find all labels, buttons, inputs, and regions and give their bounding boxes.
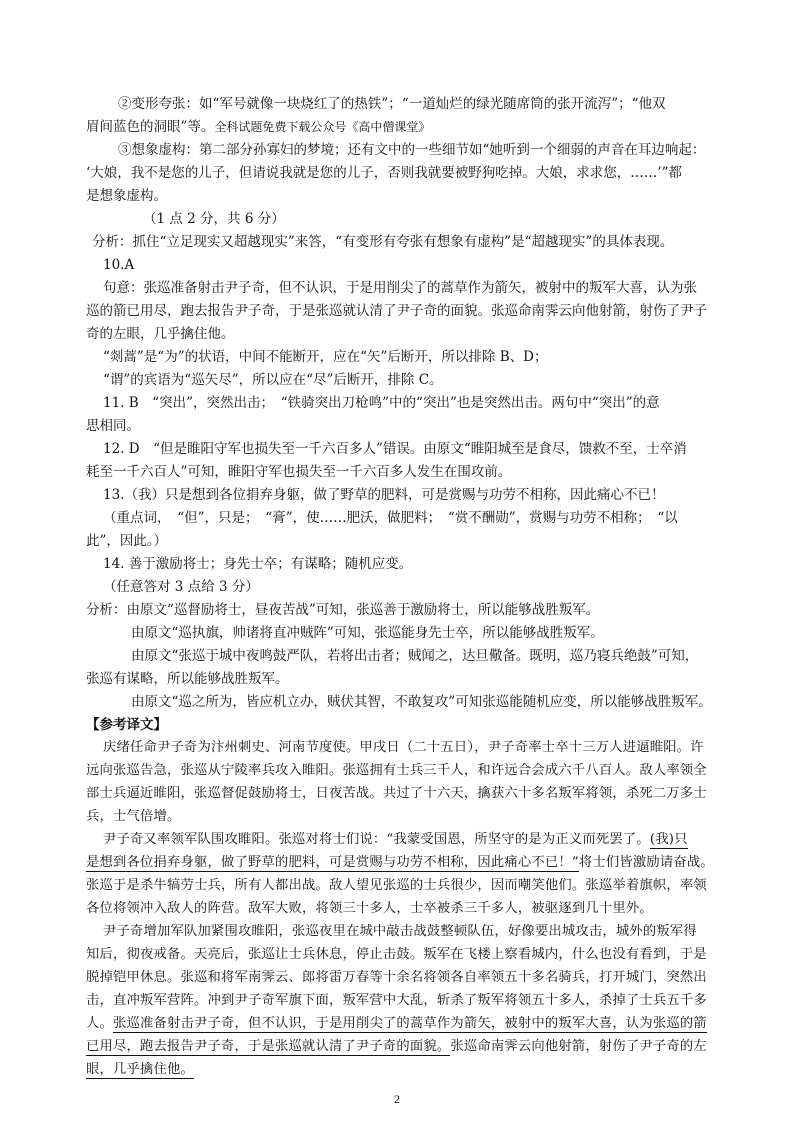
translation-line-6: [86, 853, 714, 873]
translation-line-2: 远向张巡告急，张巡从宁陵率兵攻入睢阳。张巡拥有士兵三千人，和许远合会成六千八百人。敌人率领全: [86, 763, 707, 778]
answer-line-20: 此”，因此。）: [86, 533, 168, 549]
translation-line-9: 尹子奇增加军队加紧围攻睢阳，张巡夜里在城中敲击战鼓整顿队伍，好像要出城攻击，城外的叛军得: [103, 924, 697, 939]
analysis-line-3: 由原文“巡执旗，帅诸将直冲贼阵”可知，张巡能身先士卒，所以能够战胜叛军。: [131, 625, 604, 641]
translation-line-4: 兵，士气倍增。: [86, 809, 181, 824]
translation-line-1: 庆绪任命尹子奇为汴州刺史、河南节度使。甲戌日（二十五日），尹子奇率士卒十三万人进逼睢阳。许: [103, 740, 704, 755]
answer-line-3: ③想象虚构：第二部分孙寡妇的梦境；还有文中的一些细节如“她听到一个细弱的声音在耳边响起：: [118, 142, 706, 158]
translation-underline-5: 眼，几乎擒住他。: [86, 1062, 194, 1077]
answer-line-5: 是想象虚构。: [86, 188, 167, 204]
translation-line-10: 知后，彻夜戒备。天亮后，张巡让士兵休息，停止击鼓。叛军在飞楼上察看城内，什么也没有看到，于是: [86, 947, 707, 962]
answer-line-19: （重点词， “但”，只是； “膏”，使……肥沃，做肥料； “赏不酬勋”，赏赐与功劳不相称； “以: [103, 510, 678, 526]
translation-line-7: 张巡于是杀牛犒劳士兵，所有人都出战。敌人望见张巡的士兵很少，因而嘲笑他们。张巡举着旗帜，率领: [86, 878, 707, 893]
analysis-line-6: 由原文“巡之所为，皆应机立办，贼伏其智，不敢复攻”可知张巡能随机应变，所以能够战胜叛军。: [131, 694, 712, 710]
translation-line-8: 各位将领冲入敌人的阵营。敌军大败，将领三十多人，士卒被杀三千多人，被驱逐到几十里外。: [86, 901, 653, 916]
translation-underline-4: 已用尽，跑去报告尹子奇，于是张巡就认清了尹子奇的面貌。: [86, 1039, 451, 1054]
translation-line-6-text: 将士们皆激励请奋战。: [578, 855, 714, 870]
translation-line-15: [86, 1060, 194, 1080]
answer-line-10: 巡的箭已用尽，跑去报告尹子奇，于是张巡就认清了尹子奇的面貌。张巡命南霁云向他射箭，射伤了尹子: [86, 303, 707, 319]
answer-line-15: 思相同。: [86, 418, 140, 434]
translation-line-11: 脱掉铠甲休息。张巡和将军南霁云、郎将雷万春等十余名将领各自率领五十多名骑兵，打开城门，突然出: [86, 970, 707, 985]
translation-line-14-text: 张巡命南霁云向他射箭，射伤了尹子奇的左: [450, 1039, 707, 1054]
translation-heading: 【参考译文】: [86, 717, 167, 733]
answer-line-17: 耗至一千六百人”可知，睢阳守军也损失至一千六百多人发生在围攻前。: [86, 464, 512, 480]
translation-line-13-text: 人。: [86, 1016, 113, 1031]
translation-line-3: 部士兵逼近睢阳，张巡督促鼓励将士，日夜苦战。共过了十六天，擒获六十多名叛军将领，杀死二万多士: [86, 786, 707, 801]
page-number: 2: [394, 1092, 400, 1106]
translation-line-14: [86, 1037, 707, 1057]
analysis-line-2: 分析：由原文“巡督励将士，昼夜苦战”可知，张巡善于激励将士，所以能够战胜叛军。: [86, 602, 600, 618]
analysis-line-1: 分析：抓住“立足现实又超越现实”来答，“有变形有夸张有想象有虚构”是“超越现实”的具体表现。: [92, 234, 674, 250]
analysis-line-4: 由原文“张巡于城中夜鸣鼓严队，若将出击者；贼闻之，达旦儆备。既明，巡乃寝兵绝鼓”可知，: [131, 648, 699, 664]
translation-underline-3: 张巡准备射击尹子奇，但不认识，于是用削尖了的蒿草作为箭矢，被射中的叛军大喜，认为张巡的箭: [113, 1016, 707, 1031]
translation-underline-1: (我)只: [649, 832, 688, 847]
answer-line-4: ‘大娘，我不是您的儿子，但请说我就是您的儿子，否则我就要被野狗吃掉。大娘，求求您，……’”都: [86, 165, 682, 181]
answer-line-13: “谓”的宾语为“巡矢尽”，所以应在“尽”后断开，排除 C。: [103, 372, 443, 388]
analysis-line-5: 张巡有谋略，所以能够战胜叛军。: [86, 671, 289, 687]
question-11-answer: 11. B “突出”，突然出击； “铁骑突出刀枪鸣”中的“突出”也是突然出击。两句中“突出”的意: [103, 395, 660, 411]
answer-line-2: [86, 117, 430, 137]
answer-line-9: 句意：张巡准备射击尹子奇，但不认识，于是用削尖了的蒿草作为箭矢，被射中的叛军大喜，认为张: [103, 280, 697, 296]
question-13-answer: 13.（我）只是想到各位捐弃身躯，做了野草的肥料，可是赏赐与功劳不相称，因此痛心不已！: [103, 487, 665, 503]
scoring-note-1: （1 点 2 分，共 6 分）: [143, 211, 285, 227]
translation-line-13: [86, 1014, 707, 1034]
scoring-note-2: （任意答对 3 点给 3 分）: [103, 579, 259, 595]
answer-line-1: ②变形夸张：如“军号就像一块烧红了的热铁”；“一道灿烂的绿光随席筒的张开流泻”；“他双: [118, 96, 666, 112]
answer-line-11: 奇的左眼，几乎擒住他。: [86, 326, 235, 342]
question-10-answer: 10.A: [103, 257, 135, 273]
promo-note: 全科试题免费下载公众号《高中僧课堂》: [214, 120, 431, 134]
question-14-answer: 14. 善于激励将士；身先士卒；有谋略；随机应变。: [103, 556, 413, 572]
answer-line-12: “剡蒿”是“为”的状语，中间不能断开，应在“矢”后断开，所以排除 B、D；: [103, 349, 548, 365]
answer-line-2-text: 眉间蓝色的洞眼”等。: [86, 119, 215, 135]
translation-line-5-text: 尹子奇又率领军队围攻睢阳。张巡对将士们说：“我蒙受国恩，所坚守的是为正义而死罢了。: [103, 832, 650, 847]
translation-line-12: 击，直冲叛军营阵。冲到尹子奇军旗下面，叛军营中大乱，斩杀了叛军将领五十多人，杀掉了士兵五千多: [86, 993, 707, 1008]
translation-underline-2: 是想到各位捐弃身躯，做了野草的肥料，可是赏赐与功劳不相称，因此痛心不已！”: [86, 855, 579, 870]
question-12-answer: 12. D “但是睢阳守军也损失至一千六百多人”错误。由原文“睢阳城至是食尽，馈救不至，士卒消: [103, 441, 687, 457]
translation-line-5: [103, 830, 688, 850]
